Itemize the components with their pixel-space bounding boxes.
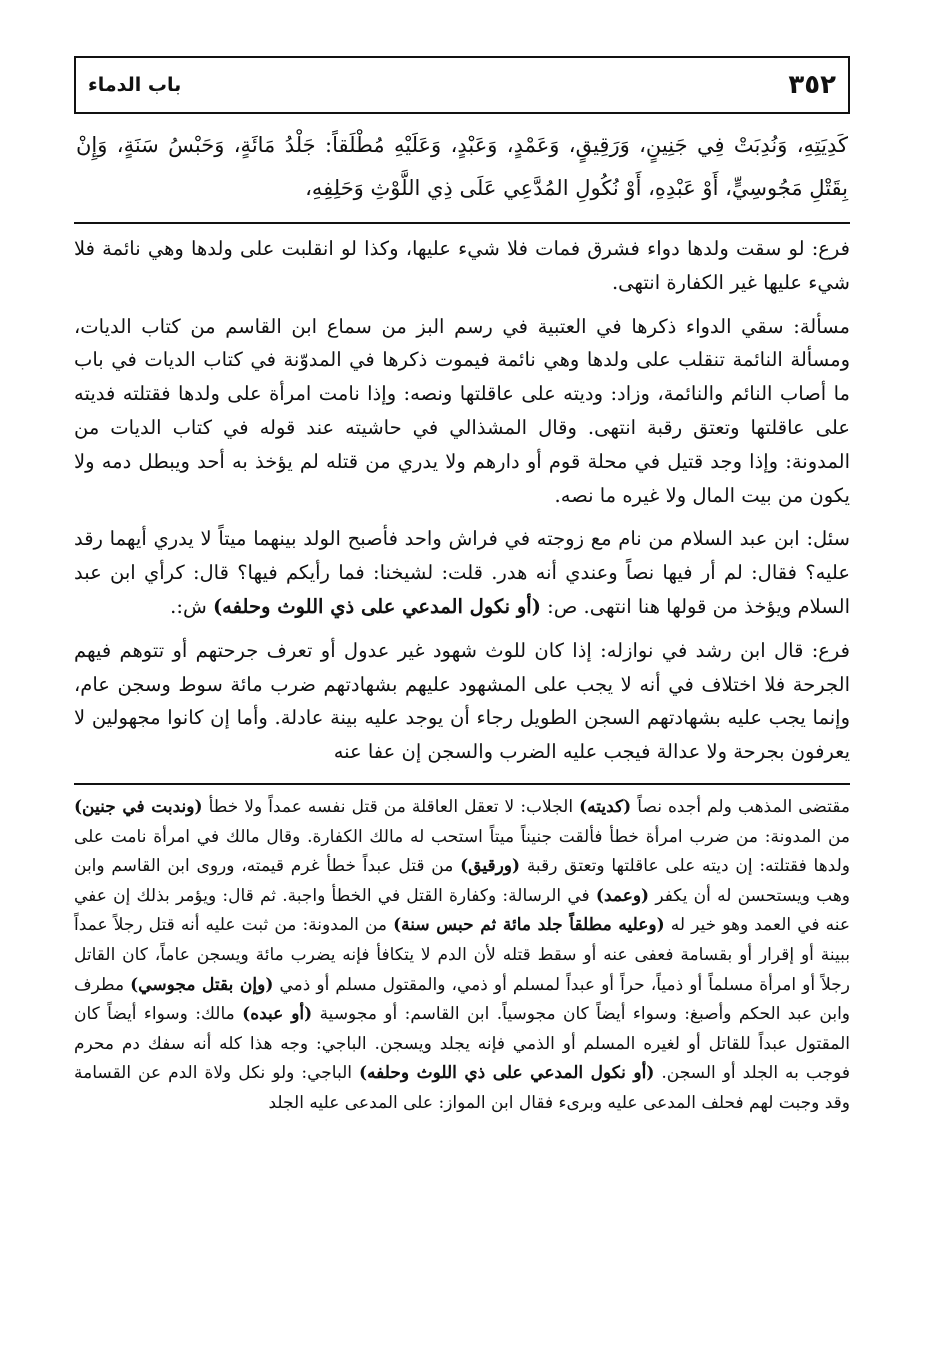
- footnote: [74, 793, 850, 1119]
- footnote-paragraph: [74, 793, 850, 1119]
- commentary-paragraph: مسألة: سقي الدواء ذكرها في العتبية في رسم البز من سماع ابن القاسم من كتاب الديات، ومسألة النائمة تنقلب على ولدها وهي نائمة فيموت ذكرها في المدوّنة في كتاب الديات في باب ما أصاب النائم والنائمة، وزاد: وديته على عاقلتها ونصه: وإذا نامت امرأة على ولدها فقتلته فديته على عاقلتها وتعتق رقبة انتهى. وقال المشذالي في حاشيته عند قوله في كتاب الديات من المدونة: وإذا وجد قتيل في محلة قوم أو دارهم ولا يدري من قتله لم يؤخذ به أحد ويبطل دمه ولا يكون من بيت المال ولا غيره ما نصه.: [74, 314, 850, 507]
- commentary-paragraph: [74, 522, 850, 623]
- commentary-text: سئل: ابن عبد السلام من نام مع زوجته في فراش واحد فأصبح الولد بينهما ميتاً لا يدري أيهما رقد عليه؟ فقال: لم أر فيها نصاً وعندي أنه هدر. قلت: لشيخنا: فما رأيكم فيها؟ قال: كرأي ابن عبد السلام ويؤخذ من قولها هنا انتهى. ص:: [74, 527, 850, 618]
- footnote-separator: [74, 783, 850, 785]
- matn-quote: (أو نكول المدعي على ذي اللوث وحلفه): [212, 594, 541, 618]
- footnote-text: الباجي: ولو نكل ولاة الدم عن القسامة وقد وجبت لهم فحلف المدعى عليه وبرىء فقال ابن المواز: على المدعى عليه الجلد: [74, 1063, 850, 1113]
- commentary-paragraph: فرع: قال ابن رشد في نوازله: إذا كان للوث شهود غير عدول أو تعرف جرحتهم أو تتوهم فيهم الجرحة فلا اختلاف في أنه لا يجب على المشهود عليهم بشهادتهم ضرب مائة سوط وسجن عام، وإنما يجب عليه بشهادتهم السجن الطويل رجاء أن يوجد عليه بينة عادلة. وأما إن كانوا مجهولين لا يعرفون بجرحة ولا عدالة فيجب عليه الضرب والسجن إن عفا عنه: [74, 638, 850, 764]
- footnote-text: في الرسالة: وكفارة القتل في الخطأ واجبة. ثم قال: ويؤمر بذلك إن عفي عنه في العمد وهو خير له: [74, 885, 850, 936]
- footnote-text: مطرف وابن عبد الحكم وأصبغ: وسواء أيضاً كان مجوسياً. ابن القاسم: أو مجوسية: [74, 974, 850, 1025]
- footnote-quote: (أو نكول المدعي على ذي اللوث وحلفه): [358, 1063, 655, 1084]
- footnote-quote: (وندبت في جنين): [74, 796, 203, 817]
- chapter-title: باب الدماء: [88, 74, 182, 96]
- page-header: [74, 56, 850, 114]
- commentary-paragraph: فرع: لو سقت ولدها دواء فشرق فمات فلا شيء عليها، وكذا لو انقلبت على ولدها وهي نائمة فلا شيء عليها غير الكفارة انتهى.: [74, 237, 850, 294]
- footnote-text: مالك: وسواء أيضاً كان المقتول عبداً للقاتل أو لغيره المسلم أو الذمي فإنه يجلد ويسجن. الباجي: وجه هذا كله أنه سفك دم محرم فوجب به الجلد أو السجن.: [74, 1004, 850, 1084]
- footnote-text: مقتضى المذهب ولم أجده نصاً: [631, 796, 850, 817]
- footnote-text: الجلاب: لا تعقل العاقلة من قتل نفسه عمداً ولا خطأ: [202, 796, 580, 817]
- footnote-text: من المدونة: من ثبت عليه أنه قتل رجلاً عمداً ببينة أو إقرار أو بقسامة فعفى عنه أو سقط قتله لأن الدم لا يتكافأ فإنه يضرب مائة ويسجن عاماً، كان القاتل رجلاً أو امرأة مسلماً أو ذمياً، حراً أو عبداً لمسلم أو ذمي، والمقتول مسلم أو ذمي: [74, 915, 851, 995]
- footnote-text: من قتل عبداً خطأ غرم قيمته، وروى ابن القاسم وابن وهب ويستحسن له أن يكفر: [74, 856, 850, 906]
- commentary: [74, 232, 850, 769]
- footnote-quote: (أو عبده): [242, 1004, 313, 1025]
- footnote-text: من المدونة: من ضرب امرأة خطأ فألقت جنيناً ميتاً استحب له مالك الكفارة. وقال مالك في امرأة نامت على ولدها فقتلته: إن ديته على عاقلتها وتعتق رقبة: [74, 826, 850, 877]
- book-page: [74, 56, 850, 1346]
- footnote-quote: (وعمد): [595, 885, 650, 906]
- footnote-quote: (وعليه مطلقاً جلد مائة ثم حبس سنة): [393, 915, 665, 936]
- page-number: ٣٥٢: [788, 70, 836, 100]
- matn-separator: [74, 222, 850, 224]
- commentary-text: ش:.: [170, 594, 213, 618]
- matn-text: كَدِيَتِهِ، وَنُدِبَتْ فِي جَنِينٍ، وَرَقِيقٍ، وَعَمْدٍ، وَعَبْدٍ، وَعَلَيْهِ مُطْلَقاً: جَلْدُ مَائَةٍ، وَحَبْسُ سَنَةٍ، وَإِنْ بِقَتْلِ مَجُوسِيٍّ، أَوْ عَبْدِهِ، أَوْ نُكُولِ المُدَّعِي عَلَى ذِي اللَّوْثِ وَحَلِفِهِ،: [76, 133, 848, 200]
- footnote-quote: (وإن بقتل مجوسي): [130, 974, 274, 995]
- footnote-quote: (ورقيق): [460, 856, 521, 877]
- footnote-quote: (كديته): [579, 796, 632, 817]
